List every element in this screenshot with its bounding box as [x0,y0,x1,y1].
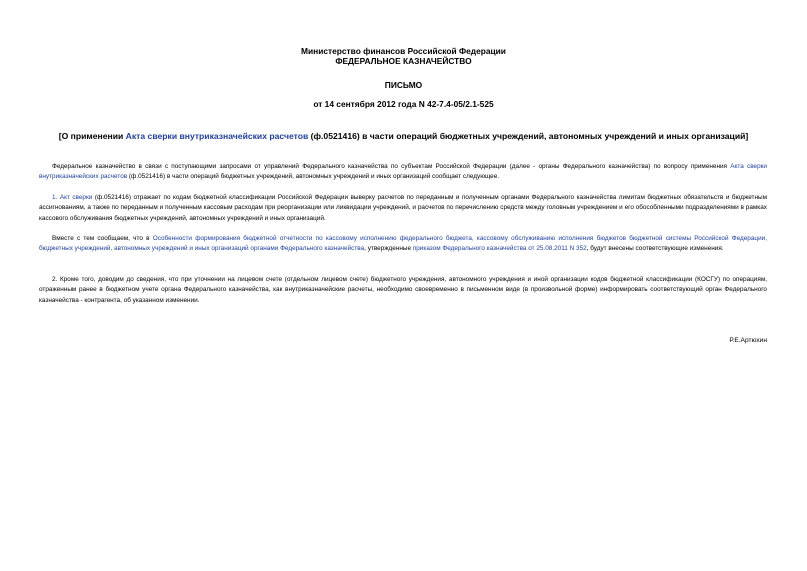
treasury-order-link[interactable]: приказом Федерального казначейства от 25.08.2011 N 352 [412,245,587,253]
signature: Р.Е.Артюхин [729,337,767,344]
document-type: ПИСЬМО [384,80,423,90]
paragraph-intro [39,162,767,183]
paragraph-text: Вместе с тем сообщаем, что в [52,235,153,242]
document-header [0,46,807,66]
paragraph-number[interactable]: 1. [52,194,60,201]
act-link[interactable]: Акт сверки [59,194,93,201]
paragraph-1 [39,193,767,224]
subject-text-rest: (ф.0521416) в части операций бюджетных учреждений, автономных учреждений и иных организаций] [308,131,749,141]
ministry-name: Министерство финансов Российской Федерации [301,46,506,56]
paragraph-text: , будут внесены соответствующие изменения. [586,245,724,253]
paragraph-text: (ф.0521416) отражает по кодам бюджетной классификации Российской Федерации выверку расчетов по переданным и полученным органами Федерального казначейства лимитам бюджетных обязательств и бюджетным ассигнованиям, а также по переданным и полученным кассовым расходам при реорганизации или ликвидации учреждений, и расчетов по перечислению средств между головным учреждением и его обособленными подразделениями в рамках кассового обслуживания бюджетных учреждений, автономных учреждений и иных организаций. [39,194,767,222]
subject-act-link[interactable]: Акта сверки внутриказначейских расчетов [125,131,309,141]
paragraph-2 [39,275,767,306]
paragraph-text: (ф.0521416) в части операций бюджетных учреждений, автономных учреждений и иных организаций сообщает следующее. [127,173,500,181]
document-subject [0,131,807,141]
act-reconciliation-link[interactable]: Акта сверки внутриказначейских расчетов [39,163,768,181]
subject-text-open: [О применении [58,131,126,141]
reporting-specifics-link[interactable]: Особенности формирования бюджетной отчетности по кассовому исполнению федерального бюджета, кассовому обслуживанию исполнения бюджетов бюджетной системы Российской Федерации, бюджетных учреждений, автономных учреждений и иных организаций органами Федерального казначейства [39,235,767,253]
treasury-name: ФЕДЕРАЛЬНОЕ КАЗНАЧЕЙСТВО [335,56,472,66]
paragraph-text: 2. Кроме того, доводим до сведения, что при уточнении на лицевом счете (отдельном лицевом счете) бюджетного учреждения, автономного учреждения и иной организации кодов бюджетной классификации (КОСГУ) по операциям, отраженным ранее в бюджетном учете органа Федерального казначейства, как внутриказначейские расчеты, необходимо своевременно в письменном виде (в произвольной форме) информировать соответствующий орган Федерального казначейства - контрагента, об указанном изменении. [39,276,767,304]
document-date-number: от 14 сентября 2012 года N 42-7.4-05/2.1-525 [313,99,494,109]
paragraph-text: Федеральное казначейство в связи с поступающими запросами от управлений Федерального казначейства по субъектам Российской Федерации (далее - органы Федерального казначейства) по вопросу применения [52,163,731,170]
paragraph-amendments [39,234,767,255]
paragraph-text: , утвержденные [364,245,413,253]
